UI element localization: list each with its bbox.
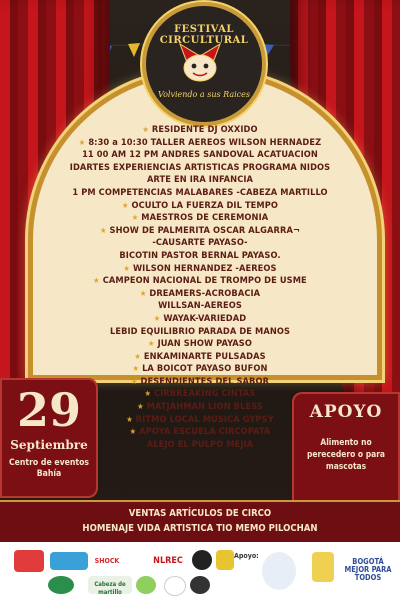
date-box — [0, 378, 98, 498]
program-item-text: -CAUSARTE PAYASO- — [152, 237, 248, 249]
program-item — [60, 300, 340, 313]
star-icon: ★ — [148, 339, 155, 349]
festival-subtitle: Volviendo a sus Raices — [158, 90, 250, 99]
sponsor-logo — [190, 576, 210, 594]
program-item-text: DREAMERS-ACROBACIA — [149, 287, 261, 299]
apoyo-label: Apoyo: — [234, 552, 259, 560]
sponsor-logo — [50, 552, 88, 570]
program-item-text: 11 00 AM 12 PM ANDRES SANDOVAL ACATUACION — [82, 149, 318, 161]
program-item-text: ALEJO EL PULPO MEJIA — [146, 438, 254, 450]
program-item-text: MAESTROS DE CEREMONIA — [141, 212, 269, 224]
program-item — [60, 351, 340, 364]
sponsor-logo — [216, 550, 234, 570]
event-venue: Centro de eventos Bahía — [8, 458, 90, 479]
sponsor-logo — [164, 576, 186, 596]
program-item-text: APOYA ESCUELA CIRCOPATA — [139, 426, 271, 438]
star-icon: ★ — [126, 414, 133, 424]
sponsor-logo — [136, 576, 156, 594]
event-month: Septiembre — [10, 438, 88, 452]
sponsor-logo-nlrec: NLREC — [150, 550, 186, 572]
program-item — [60, 237, 340, 250]
program-item — [60, 200, 340, 213]
sponsor-logo-bogota: BOGOTÁ MEJOR PARA TODOS — [340, 552, 396, 586]
sponsor-logo — [192, 550, 212, 570]
program-item-text: ARTE EN IRA INFANCIA — [146, 174, 254, 186]
program-item-text: CAMPEON NACIONAL DE TROMPO DE USME — [102, 275, 307, 287]
program-item — [60, 162, 340, 175]
star-icon: ★ — [137, 402, 144, 412]
banner-line-tribute: HOMENAJE VIDA ARTISTICA TIO MEMO PILOCHAN — [82, 523, 318, 534]
jester-mask-icon — [176, 40, 224, 84]
program-item — [60, 225, 340, 238]
program-item — [60, 137, 340, 150]
program-item-text: ENKAMINARTE PULSADAS — [143, 350, 266, 362]
program-item — [60, 124, 340, 137]
sponsor-logo-shock: SHOCK — [92, 550, 122, 572]
festival-emblem — [142, 2, 266, 126]
program-item-text: MATJAHMAN LION BLESS — [146, 401, 263, 413]
star-icon: ★ — [129, 427, 137, 437]
program-item — [60, 363, 340, 376]
program-item-text: WILSON HERNANDEZ -AEREOS — [132, 262, 277, 274]
support-box — [292, 392, 400, 510]
program-item — [60, 313, 340, 326]
program-item-text: IDARTES EXPERIENCIAS ARTISTICAS PROGRAMA NIDOS — [69, 161, 331, 173]
program-item-text: SHOW DE PALMERITA OSCAR ALGARRA¬ — [109, 224, 300, 236]
bottom-banner — [0, 500, 400, 544]
program-item — [60, 250, 340, 263]
program-item — [60, 149, 340, 162]
sponsor-logos-strip — [0, 542, 400, 600]
star-icon: ★ — [99, 225, 107, 235]
festival-title: FESTIVAL CIRCULTURAL — [159, 24, 249, 46]
program-item — [60, 338, 340, 351]
program-item — [60, 174, 340, 187]
support-text: Alimento no perecedero o para mascotas — [306, 437, 385, 471]
event-day: 29 — [16, 383, 81, 437]
star-icon: ★ — [139, 288, 147, 298]
support-title: APOYO — [309, 402, 383, 422]
program-item-text: 1 PM COMPETENCIAS MALABARES -CABEZA MARTILLO — [72, 186, 328, 198]
sponsor-logo-cabeza-de-martillo: Cabeza de martillo — [88, 576, 132, 594]
star-icon: ★ — [132, 364, 140, 374]
star-icon: ★ — [130, 376, 138, 386]
program-item-text: OCULTO LA FUERZA DIL TEMPO — [131, 199, 279, 211]
program-item-text: LEBID EQUILIBRIO PARADA DE MANOS — [109, 325, 291, 337]
program-item-text: DESENDIENTES DEL SABOR — [140, 375, 270, 387]
program-item — [60, 263, 340, 276]
program-item-text: RITMO LOCAL MUSICA GYPSY — [135, 413, 274, 425]
star-icon: ★ — [134, 351, 141, 361]
program-item-text: WAYAK-VARIEDAD — [163, 312, 247, 324]
program-item-text: JUAN SHOW PAYASO — [157, 338, 252, 350]
program-item-text: WILLSAN-AEREOS — [158, 300, 242, 312]
program-item — [60, 187, 340, 200]
program-item — [60, 275, 340, 288]
star-icon: ★ — [153, 313, 161, 323]
sponsor-logo — [262, 552, 296, 590]
sponsor-logo — [12, 576, 34, 594]
star-icon: ★ — [121, 200, 129, 210]
star-icon: ★ — [78, 137, 86, 147]
banner-line-sales: VENTAS ARTÍCULOS DE CIRCO — [128, 508, 272, 519]
star-icon: ★ — [144, 389, 152, 399]
bogota-shield-icon — [312, 552, 334, 582]
program-item-text: BICOTIN PASTOR BERNAL PAYASO. — [119, 249, 281, 261]
program-item — [60, 288, 340, 301]
program-item-text: LA BOICOT PAYASO BUFON — [142, 363, 268, 375]
star-icon: ★ — [142, 125, 149, 134]
star-icon: ★ — [131, 213, 139, 223]
star-icon: ★ — [93, 276, 100, 286]
program-item-text: RESIDENTE DJ OXXIDO — [151, 124, 258, 135]
program-item — [60, 212, 340, 225]
sponsor-logo — [14, 550, 44, 572]
sponsor-logo — [48, 576, 74, 594]
star-icon: ★ — [123, 263, 130, 273]
program-item — [60, 376, 340, 389]
program-item-text: CIRBREAKING CINTAS — [154, 388, 256, 400]
program-item — [60, 326, 340, 339]
program-item-text: 8:30 a 10:30 TALLER AEREOS WILSON HERNADEZ — [88, 136, 322, 148]
